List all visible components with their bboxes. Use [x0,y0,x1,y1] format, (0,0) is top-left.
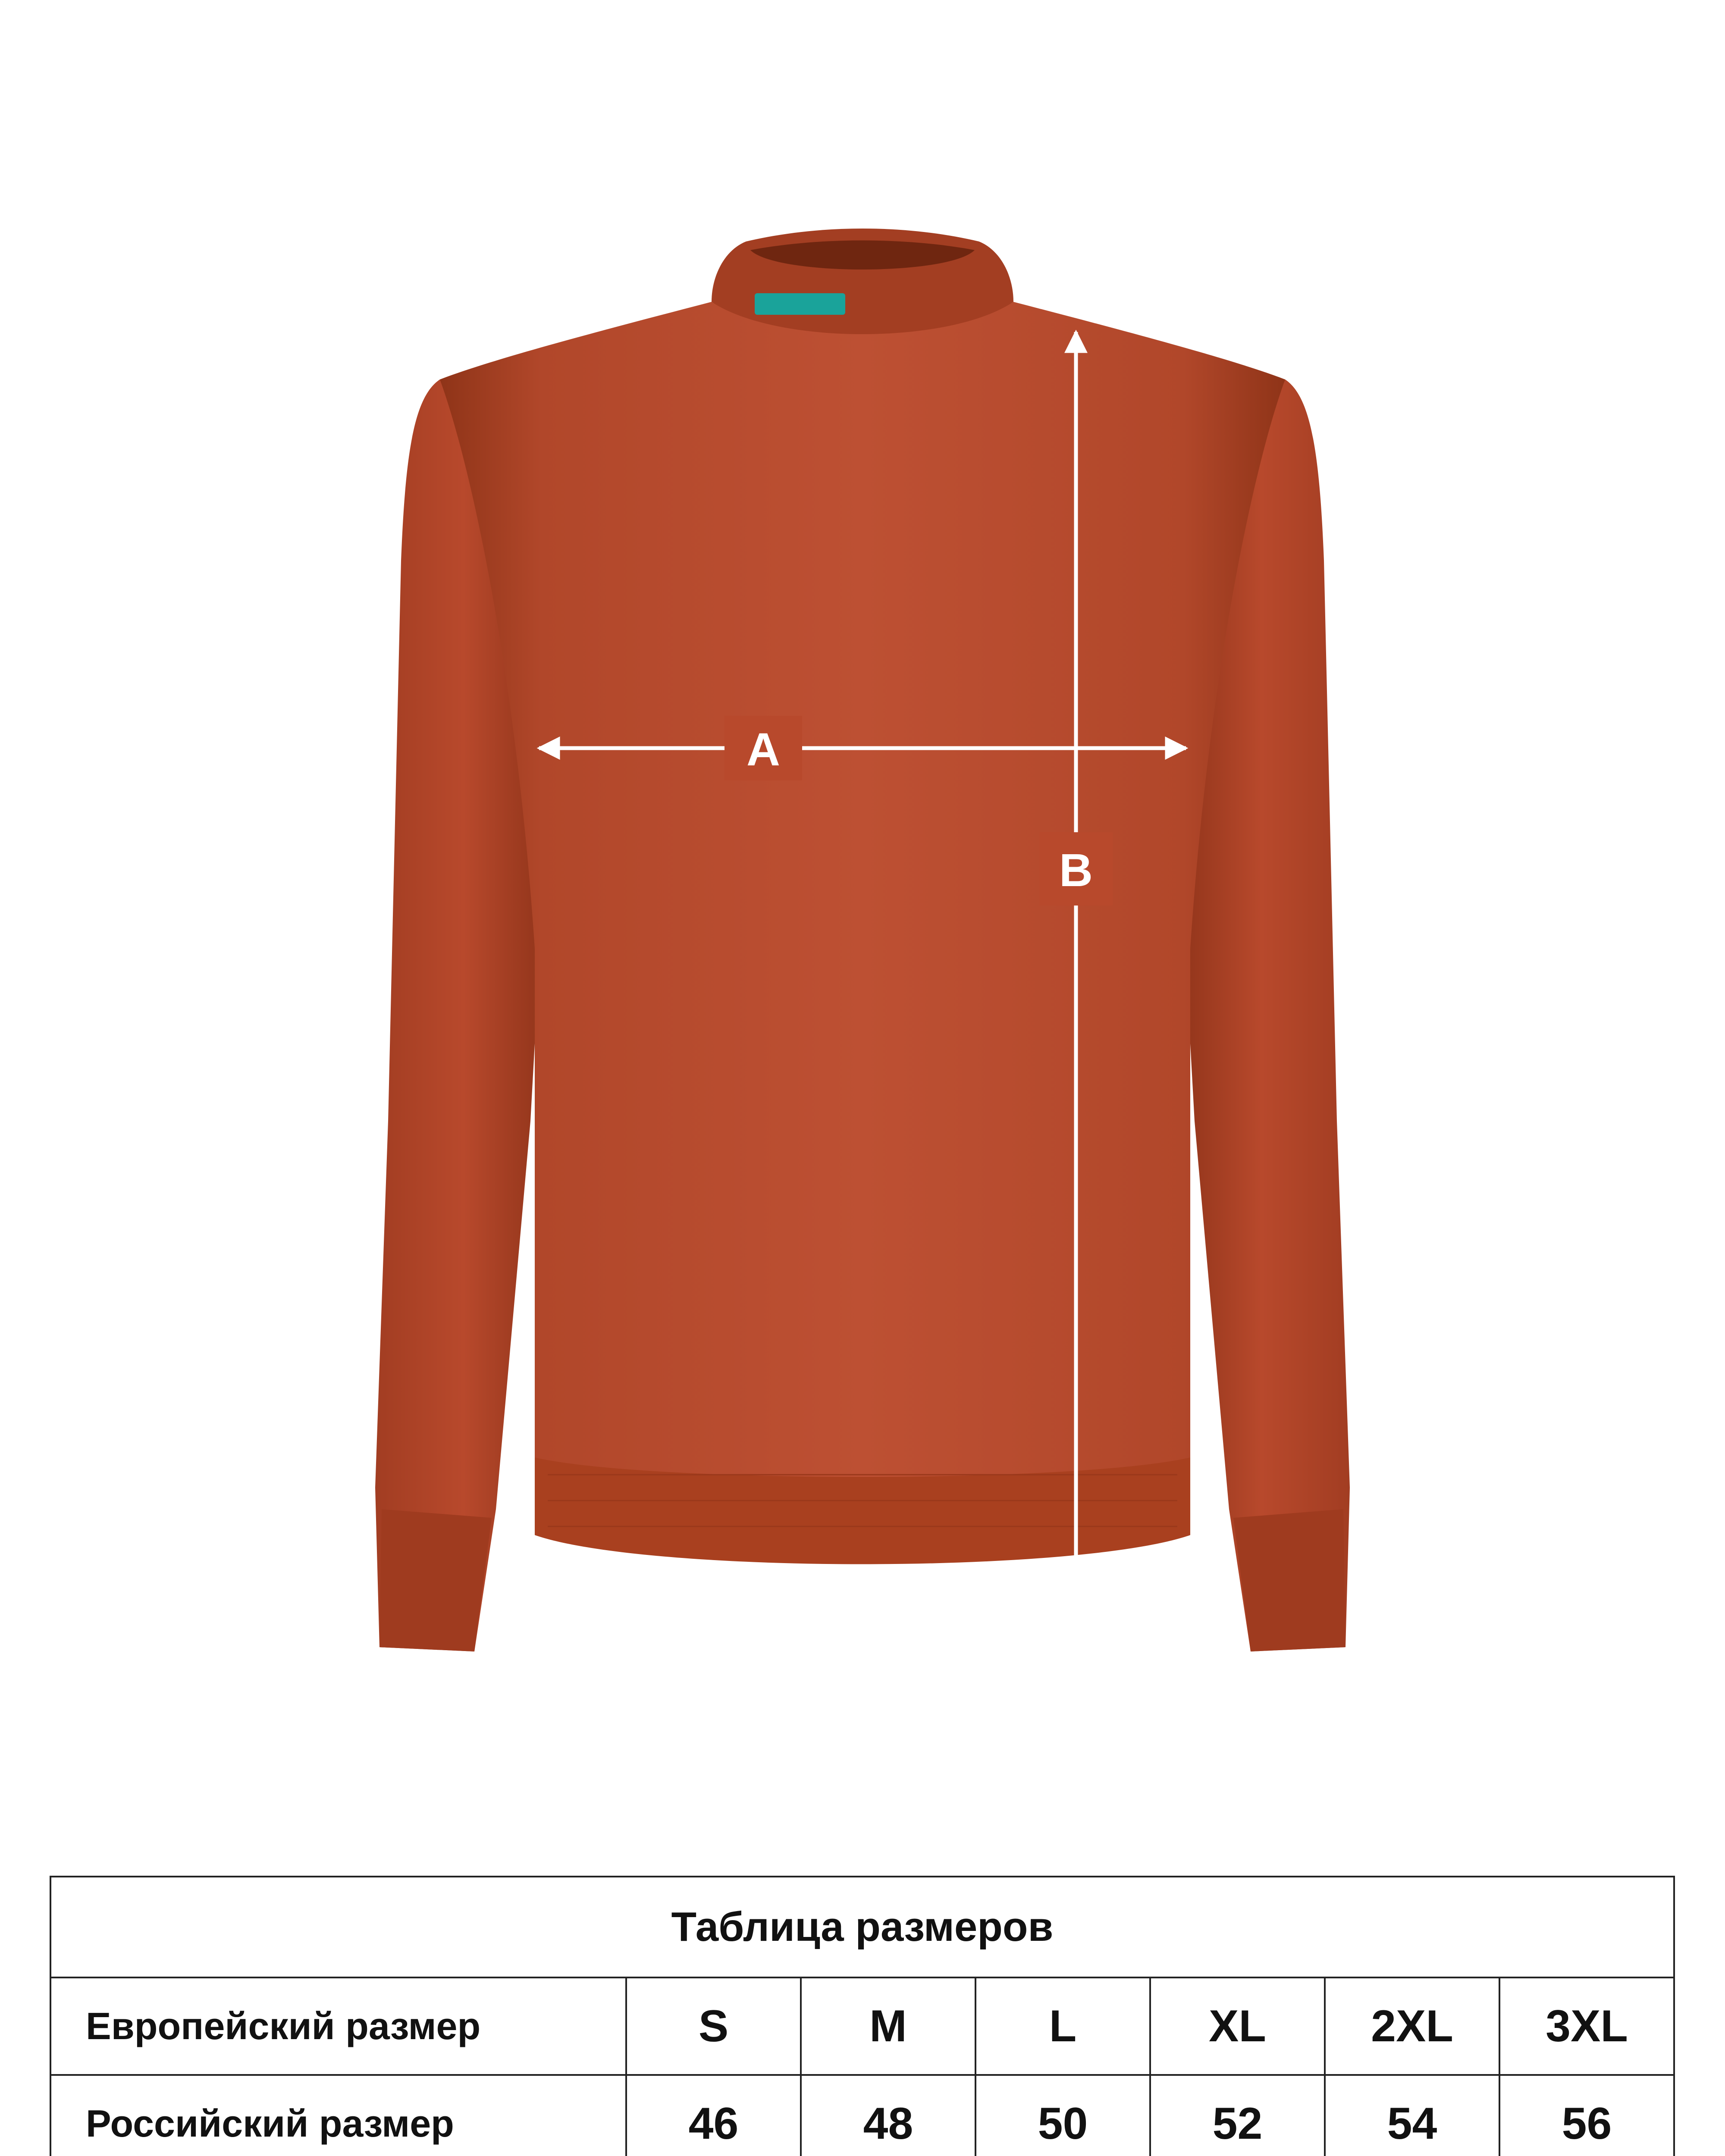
size-table [50,1876,1675,2156]
table-cell: 48 [801,2075,975,2156]
dimension-b-label: B [1059,844,1093,896]
table-cell: S [626,1977,801,2075]
row-label-russian-size: Российский размер [50,2075,626,2156]
table-title-row [50,1877,1674,1977]
right-cuff [1233,1509,1346,1651]
table-row [50,1977,1674,2075]
table-cell: 3XL [1499,1977,1674,2075]
table-title: Таблица размеров [50,1877,1674,1977]
brand-tag [755,293,845,315]
table-cell: 46 [626,2075,801,2156]
table-cell: 50 [975,2075,1150,2156]
sweater-body [440,302,1285,1547]
table-cell: 2XL [1325,1977,1499,2075]
dimension-a-label: A [746,723,780,775]
table-cell: XL [1150,1977,1325,2075]
table-cell: 56 [1499,2075,1674,2156]
table-cell: 54 [1325,2075,1499,2156]
row-label-european-size: Европейский размер [50,1977,626,2075]
left-cuff [380,1509,492,1651]
table-cell: 52 [1150,2075,1325,2156]
table-cell: M [801,1977,975,2075]
table-row [50,2075,1674,2156]
table-cell: L [975,1977,1150,2075]
